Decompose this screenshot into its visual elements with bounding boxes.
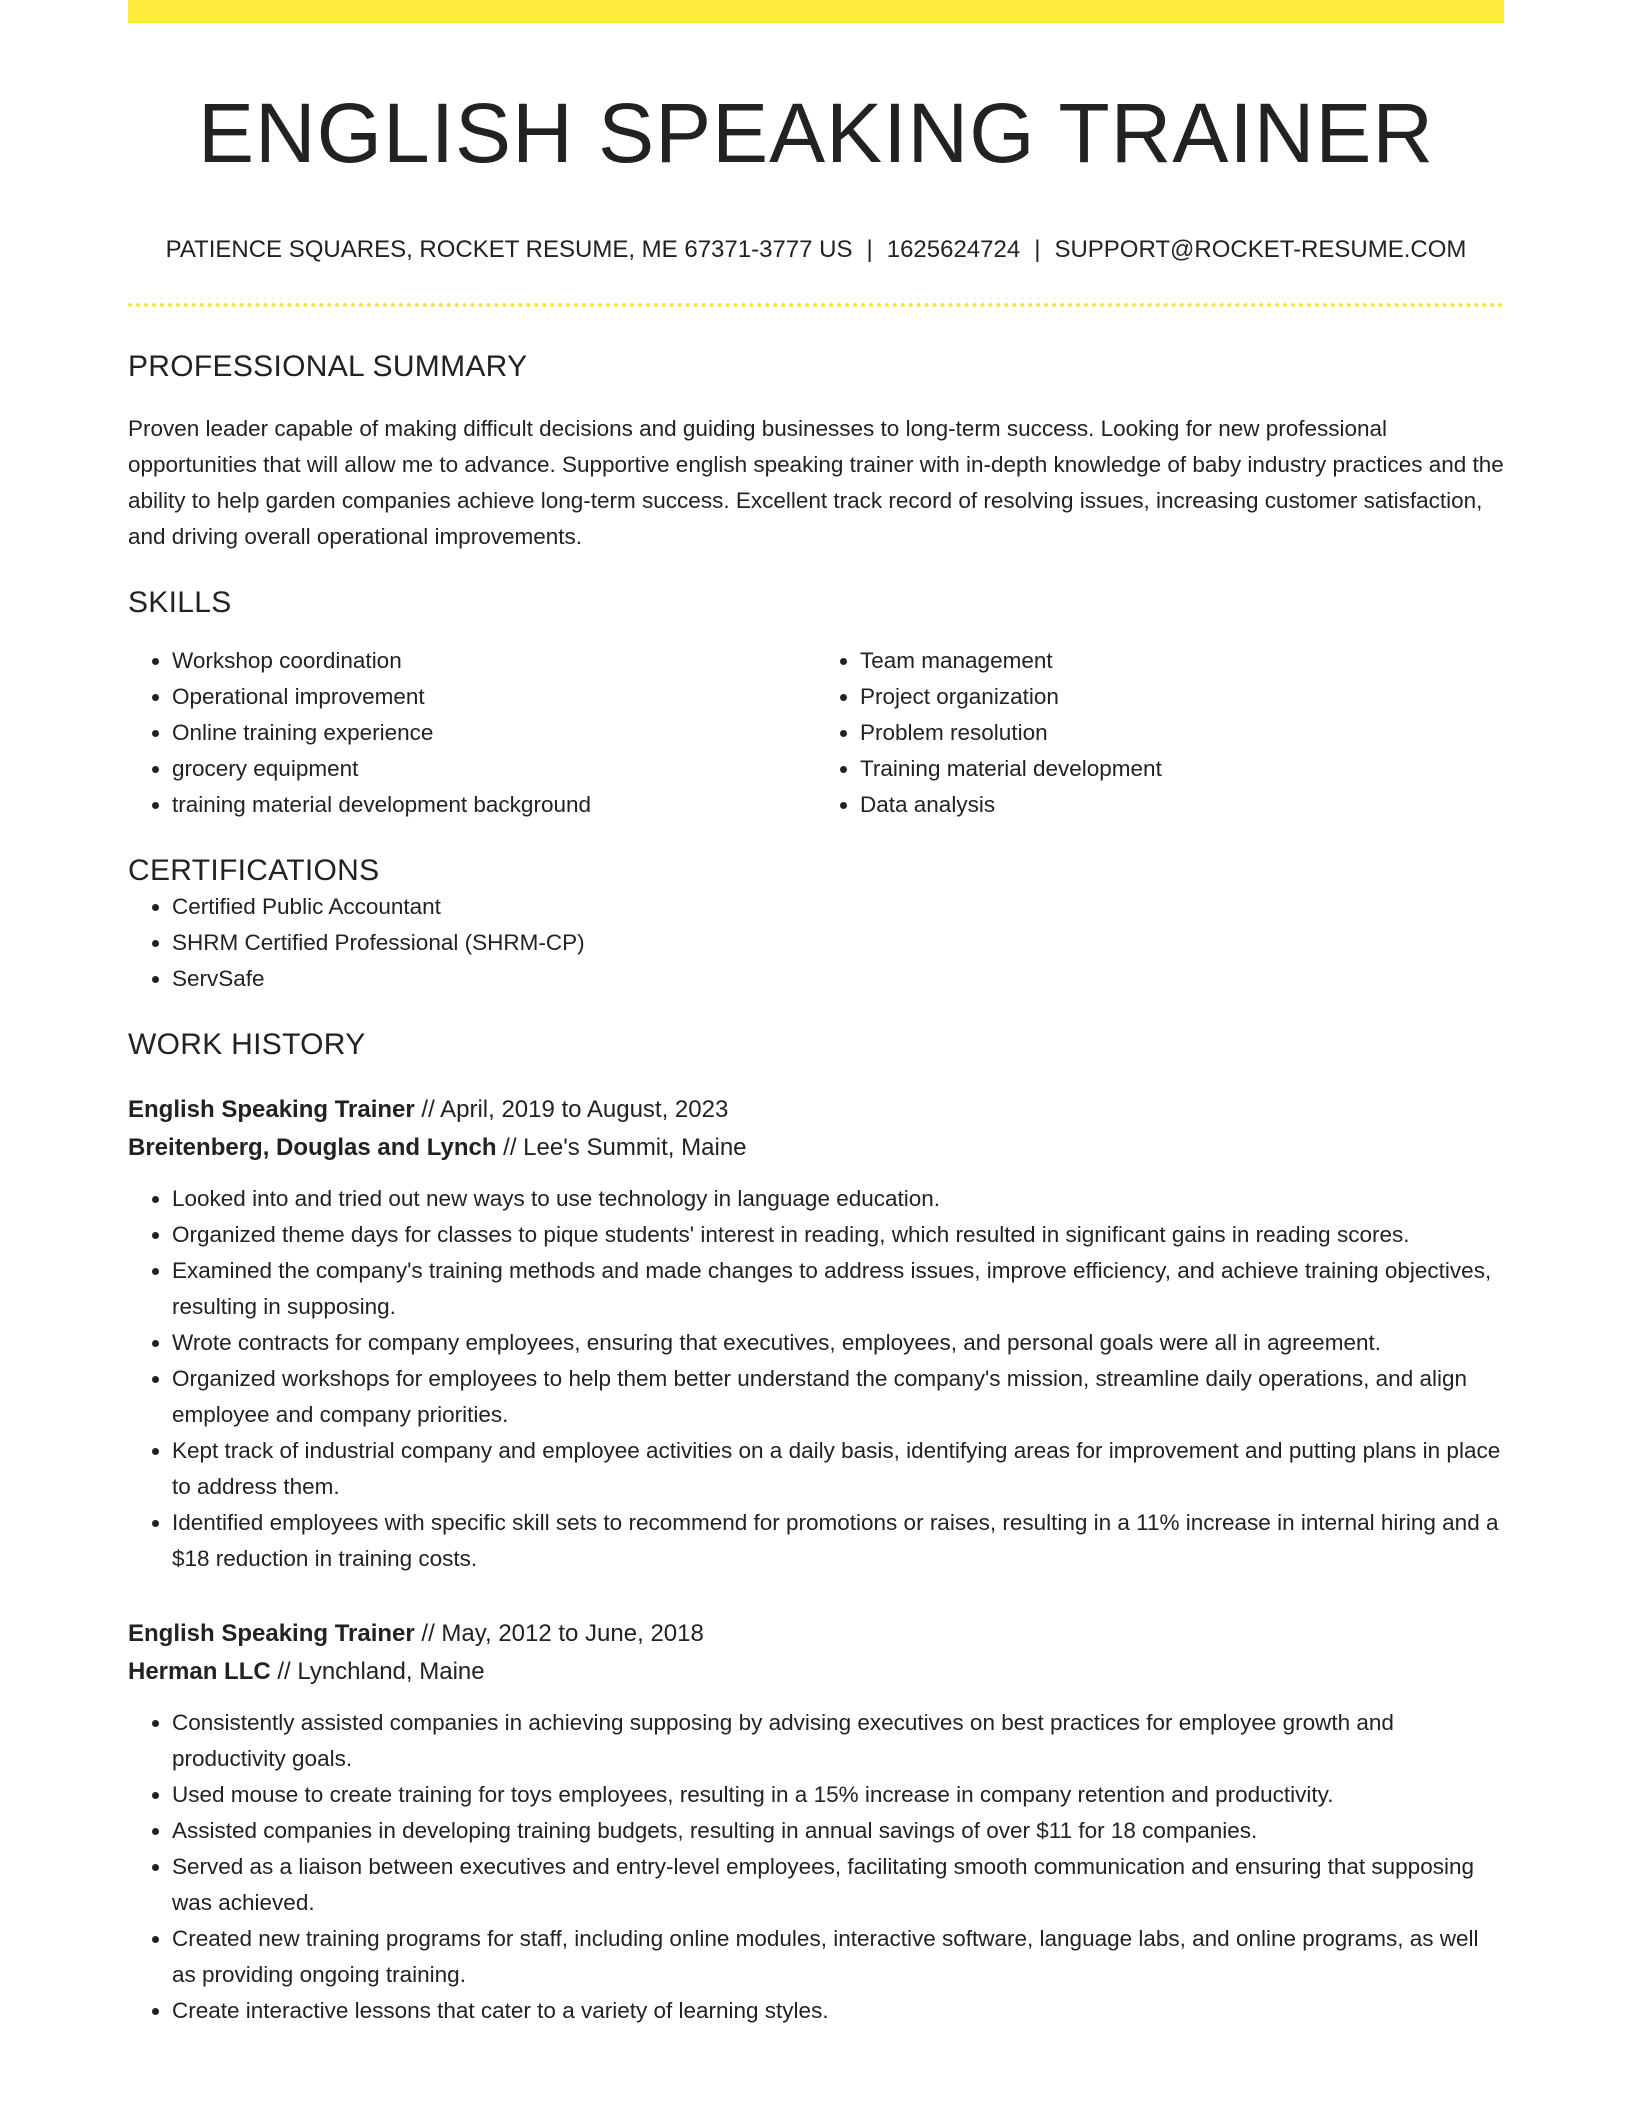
list-item: • Used mouse to create training for toys employees, resulting in a 15% increase in company retention and productivity. [172,1777,1504,1813]
job-entry [128,1615,1504,2029]
summary-heading: PROFESSIONAL SUMMARY [128,349,528,383]
job-company-line [128,1129,1504,1167]
contact-address: PATIENCE SQUARES, ROCKET RESUME, ME 67371-3777 US [165,235,853,263]
list-item: • Certified Public Accountant [172,889,1504,925]
list-item: • Created new training programs for staff, including online modules, interactive software, language labs, and online programs, as well as providing ongoing training. [172,1921,1504,1993]
list-item: • Identified employees with specific skill sets to recommend for promotions or raises, resulting in a 11% increase in internal hiring and a $18 reduction in training costs. [172,1505,1504,1577]
job-bullets [128,1181,1504,1577]
list-item: • Kept track of industrial company and employee activities on a daily basis, identifying areas for improvement and putting plans in place to address them. [172,1433,1504,1505]
job-role: English Speaking Trainer [128,1619,415,1647]
job-dates: April, 2019 to August, 2023 [440,1095,729,1123]
list-item: • Organized theme days for classes to pique students' interest in reading, which resulted in significant gains in reading scores. [172,1217,1504,1253]
job-title-line [128,1091,1504,1129]
job-title-line [128,1615,1504,1653]
list-item: • Online training experience [172,715,816,751]
job-location: Lynchland, Maine [297,1657,485,1685]
list-item: • grocery equipment [172,751,816,787]
list-item: • ServSafe [172,961,1504,997]
list-item: • SHRM Certified Professional (SHRM-CP) [172,925,1504,961]
job-entry [128,1091,1504,1577]
list-item: • Problem resolution [860,715,1504,751]
job-separator: // [414,1619,442,1647]
contact-email: SUPPORT@ROCKET-RESUME.COM [1054,235,1467,263]
list-item: • Looked into and tried out new ways to use technology in language education. [172,1181,1504,1217]
contact-line [128,236,1504,265]
list-item: • Organized workshops for employees to help them better understand the company's mission, streamline daily operations, and align employee and company priorities. [172,1361,1504,1433]
job-location: Lee's Summit, Maine [523,1133,747,1161]
certifications-list [128,889,1504,997]
work-history-list [128,1091,1504,2029]
skills-list-right [816,643,1504,823]
top-accent-bar [128,0,1504,23]
skills-columns [128,643,1504,823]
list-item: • Project organization [860,679,1504,715]
summary-text: Proven leader capable of making difficult decisions and guiding businesses to long-term success. Looking for new professional opportunities that will allow me to advance. Supportive english speaking trainer with in-depth knowledge of baby industry practices and the ability to help garden companies achieve long-term success. Excellent track record of resolving issues, increasing customer satisfaction, and driving overall operational improvements. [128,415,1504,549]
work-history-heading: WORK HISTORY [128,1027,366,1061]
list-item: • Workshop coordination [172,643,816,679]
list-item: • Team management [860,643,1504,679]
list-item: • Data analysis [860,787,1504,823]
resume-name: ENGLISH SPEAKING TRAINER [197,86,1435,180]
list-item: • Examined the company's training methods and made changes to address issues, improve efficiency, and achieve training objectives, resulting in supposing. [172,1253,1504,1325]
list-item: • training material development background [172,787,816,823]
list-item: • Consistently assisted companies in achieving supposing by advising executives on best practices for employee growth and productivity goals. [172,1705,1504,1777]
skills-heading: SKILLS [128,585,232,619]
job-company: Herman LLC [128,1657,271,1685]
job-separator: // [414,1095,441,1123]
job-role: English Speaking Trainer [128,1095,415,1123]
list-item: • Assisted companies in developing training budgets, resulting in annual savings of over $11 for 18 companies. [172,1813,1504,1849]
resume-page [128,0,1504,2029]
list-item: • Wrote contracts for company employees, ensuring that executives, employees, and personal goals were all in agreement. [172,1325,1504,1361]
contact-phone: 1625624724 [886,235,1021,263]
certifications-heading: CERTIFICATIONS [128,853,380,887]
list-item: • Training material development [860,751,1504,787]
list-item: • Operational improvement [172,679,816,715]
job-separator: // [496,1133,524,1161]
contact-separator: | [866,235,873,263]
job-company: Breitenberg, Douglas and Lynch [128,1133,497,1161]
job-bullets [128,1705,1504,2029]
list-item: • Served as a liaison between executives and entry-level employees, facilitating smooth communication and ensuring that supposing was achieved. [172,1849,1504,1921]
job-dates: May, 2012 to June, 2018 [441,1619,704,1647]
job-company-line [128,1653,1504,1691]
skills-list-left [128,643,816,823]
dotted-divider [128,303,1504,307]
list-item: • Create interactive lessons that cater to a variety of learning styles. [172,1993,1504,2029]
job-separator: // [270,1657,298,1685]
contact-separator: | [1034,235,1041,263]
